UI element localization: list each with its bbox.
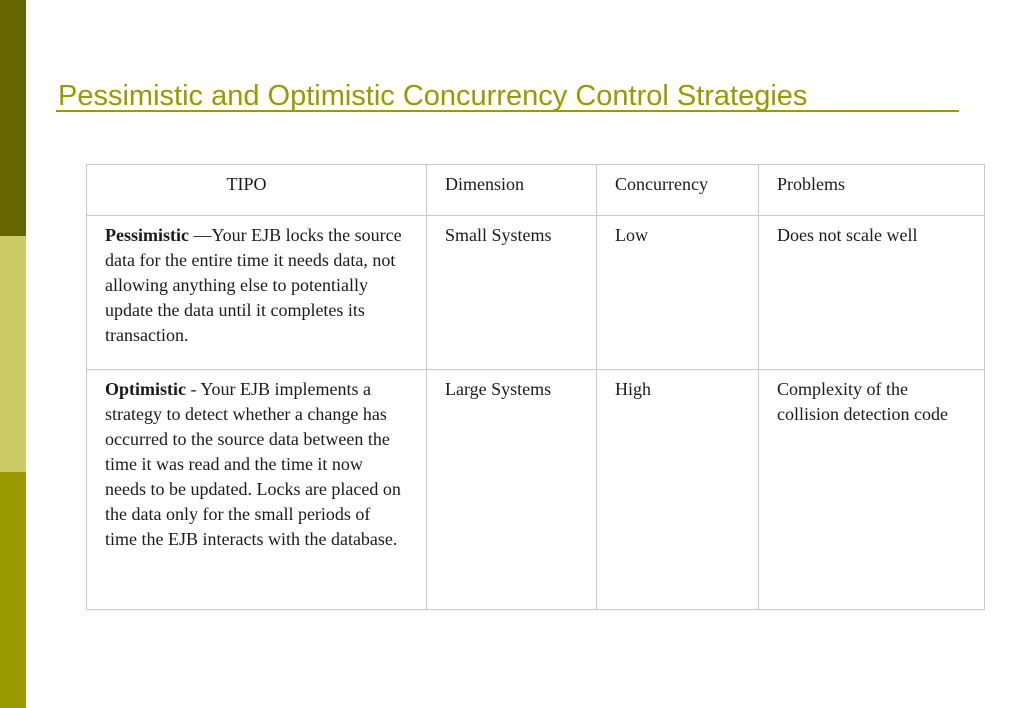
cell-type-pessimistic bbox=[87, 216, 427, 370]
strategy-table bbox=[86, 164, 985, 610]
cell-problems: Complexity of the collision detection code bbox=[759, 370, 985, 610]
slide-title: Pessimistic and Optimistic Concurrency Control Strategies bbox=[58, 80, 808, 112]
sidebar-stripe-dark bbox=[0, 0, 26, 236]
table-row-pessimistic bbox=[87, 216, 985, 370]
table-row-optimistic bbox=[87, 370, 985, 610]
header-concurrency: Concurrency bbox=[597, 165, 759, 216]
cell-problems: Does not scale well bbox=[759, 216, 985, 370]
sidebar-stripe-mid bbox=[0, 472, 26, 708]
cell-concurrency: Low bbox=[597, 216, 759, 370]
header-tipo: TIPO bbox=[87, 165, 427, 216]
cell-dimension: Small Systems bbox=[427, 216, 597, 370]
cell-dimension: Large Systems bbox=[427, 370, 597, 610]
cell-concurrency: High bbox=[597, 370, 759, 610]
sidebar-stripe-light bbox=[0, 236, 26, 472]
title-underline bbox=[56, 110, 959, 112]
cell-type-optimistic bbox=[87, 370, 427, 610]
header-problems: Problems bbox=[759, 165, 985, 216]
type-name: Pessimistic bbox=[105, 225, 189, 245]
type-name: Optimistic bbox=[105, 379, 186, 399]
table-header-row bbox=[87, 165, 985, 216]
type-description: - Your EJB implements a strategy to detect whether a change has occurred to the source data between the time it was read and the time it now needs to be updated. Locks are placed on the data only for the small periods of time the EJB interacts with the database. bbox=[105, 379, 401, 549]
type-description: —Your EJB locks the source data for the entire time it needs data, not allowing anything else to potentially update the data until it completes its transaction. bbox=[105, 225, 402, 345]
header-dimension: Dimension bbox=[427, 165, 597, 216]
